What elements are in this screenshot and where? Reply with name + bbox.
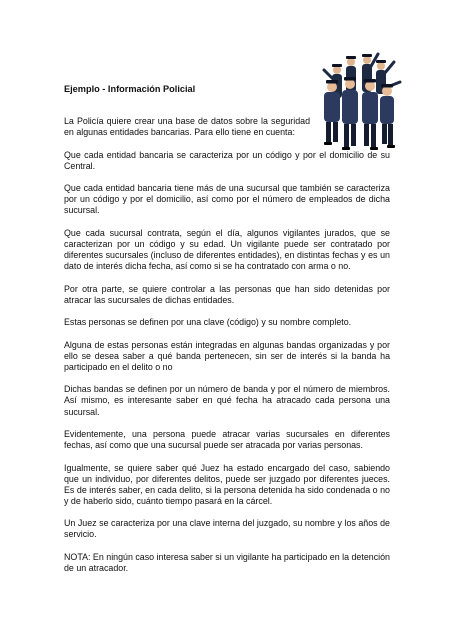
paragraph-intro: La Policía quiere crear una base de datos sobre la seguridad en algunas entidades bancarias. Para ello tiene en cuenta: <box>64 116 310 138</box>
paragraph: Dichas bandas se definen por un número de banda y por el número de miembros. Así mismo, es interesante saber en qué fecha ha atracado cada persona una sucursal. <box>64 384 390 417</box>
document-title: Ejemplo - Información Policial <box>64 84 196 94</box>
paragraph: Por otra parte, se quiere controlar a las personas que han sido detenidas por atracar las sucursales de dichas entidades. <box>64 283 390 305</box>
paragraph: Un Juez se caracteriza por una clave interna del juzgado, su nombre y los años de servicio. <box>64 518 390 540</box>
paragraph: Alguna de estas personas están integradas en algunas bandas organizadas y por ello se desea saber a qué banda pertenecen, sin ser de interés si la banda ha participado en el delito o no <box>64 339 390 372</box>
document-body <box>64 116 390 586</box>
paragraph-note: NOTA: En ningún caso interesa saber si un vigilante ha participado en la detención de un atracador. <box>64 551 390 574</box>
paragraph: Que cada entidad bancaria se caracteriza por un código y por el domicilio de su Central. <box>64 149 390 171</box>
paragraph: Que cada sucursal contrata, según el día, algunos vigilantes jurados, que se caracterizan por un código y su edad. Un vigilante puede ser contratado por diferentes sucursales (incluso de diferentes entidades), en distintas fechas y es un dato de interés dicha fecha, así como si se ha contratado con arma o no. <box>64 227 390 272</box>
paragraph: Igualmente, se quiere saber qué Juez ha estado encargado del caso, sabiendo que un individuo, por diferentes delitos, puede ser juzgado por diferentes jueces. Es de interés saber, en cada delito, si la persona detenida ha sido condenada o no y de haberlo sido, cuánto tiempo pasará en la cárcel. <box>64 462 390 506</box>
paragraph: Estas personas se definen por una clave (código) y su nombre completo. <box>64 317 352 328</box>
paragraph: Evidentemente, una persona puede atracar varias sucursales en diferentes fechas, así como que una sucursal puede ser atracada por varias personas. <box>64 429 390 451</box>
paragraph: Que cada entidad bancaria tiene más de una sucursal que también se caracteriza por un código y por el domicilio, así como por el número de empleados de dicha sucursal. <box>64 183 390 216</box>
